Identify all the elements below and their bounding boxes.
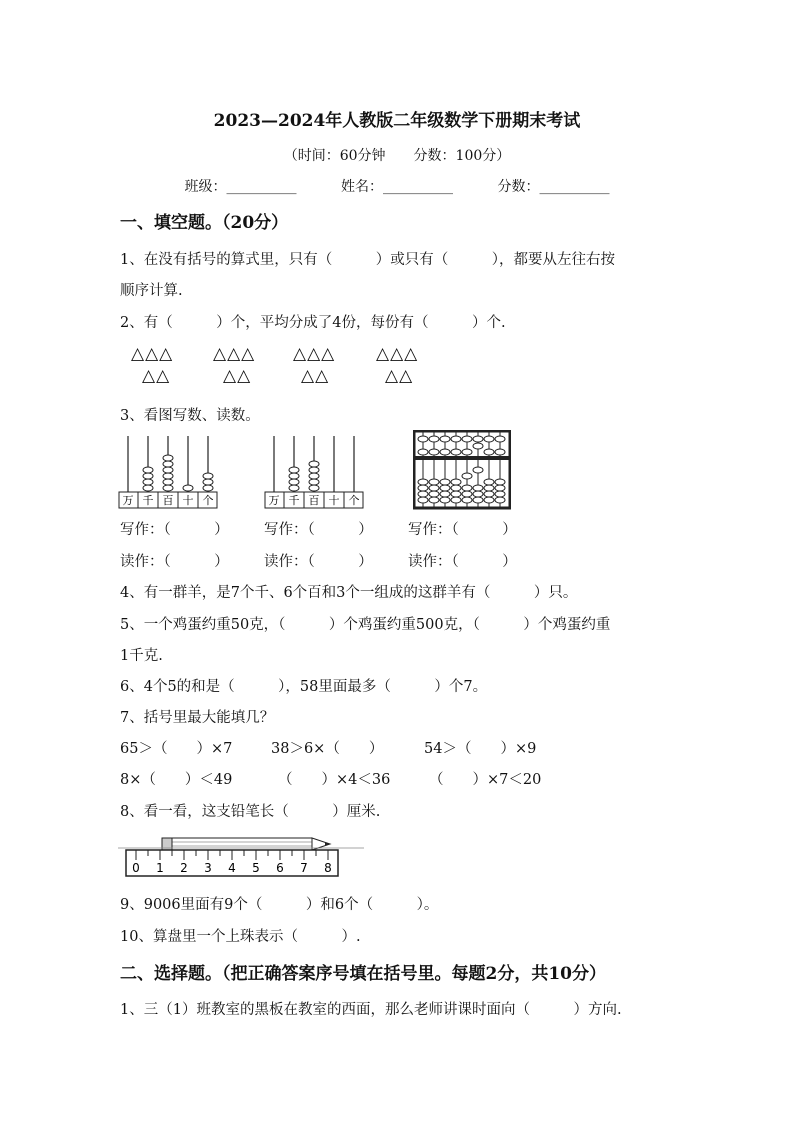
ruler-tick-7: 7 xyxy=(300,861,308,875)
write-answer-3: 写作：（ ） xyxy=(408,522,517,538)
question-10: 10、算盘里一个上珠表示（ ）. xyxy=(120,929,361,945)
class-field: 班级：__________ xyxy=(184,179,297,195)
question-8: 8、看一看，这支铅笔长（ ）厘米. xyxy=(120,804,381,820)
ruler-tick-1: 1 xyxy=(156,861,164,875)
q7-row2-item1: 8×（ ）＜49 xyxy=(120,772,233,788)
abacus2-label-bai: 百 xyxy=(308,494,320,507)
name-field: 姓名：__________ xyxy=(341,179,453,195)
triangle-group-4-bottom: △△ xyxy=(385,366,414,386)
question-9: 9、9006里面有9个（ ）和6个（ ）。 xyxy=(120,897,439,913)
abacus1-label-qian: 千 xyxy=(142,494,154,507)
exam-subtitle: （时间：60分钟 分数：100分） xyxy=(283,148,511,164)
q7-row1-item2: 38＞6×（ ） xyxy=(271,741,384,757)
ruler-tick-2: 2 xyxy=(180,861,188,875)
score-field: 分数：__________ xyxy=(497,179,610,195)
read-answer-3: 读作：（ ） xyxy=(408,554,517,570)
q7-row1-item1: 65＞（ ）×7 xyxy=(120,741,233,757)
abacus2-label-qian: 千 xyxy=(288,494,300,507)
abacus1-label-shi: 十 xyxy=(182,494,194,507)
question-4: 4、有一群羊，是7个千、6个百和3个一组成的这群羊有（ ）只。 xyxy=(120,585,578,601)
triangle-group-4-top: △△△ xyxy=(376,344,419,364)
pencil-ruler-figure xyxy=(118,834,368,880)
question-1-line2: 顺序计算. xyxy=(120,283,183,299)
student-info-fields xyxy=(0,176,794,196)
page-title: 2023—2024年人教版二年级数学下册期末考试 xyxy=(213,111,581,131)
section-2-heading: 二、选择题。（把正确答案序号填在括号里。每题2分，共10分） xyxy=(120,964,606,984)
q7-row2-item3: （ ）×7＜20 xyxy=(429,772,542,788)
triangle-group-1-bottom: △△ xyxy=(142,366,171,386)
abacus2-label-shi: 十 xyxy=(328,494,340,507)
abacus1-label-ge: 个 xyxy=(202,494,214,507)
suanpan-abacus xyxy=(413,430,511,510)
triangle-group-2-top: △△△ xyxy=(213,344,256,364)
question-5-line1: 5、一个鸡蛋约重50克，（ ）个鸡蛋约重500克，（ ）个鸡蛋约重 xyxy=(120,617,611,633)
q7-row2-item2: （ ）×4＜36 xyxy=(278,772,391,788)
counting-frame-1 xyxy=(118,434,218,510)
section-2-question-1: 1、三（1）班教室的黑板在教室的西面，那么老师讲课时面向（ ）方向. xyxy=(120,1002,622,1018)
read-answer-1: 读作：（ ） xyxy=(120,554,229,570)
triangle-group-3-top: △△△ xyxy=(293,344,336,364)
question-5-line2: 1千克. xyxy=(120,648,163,664)
ruler-tick-3: 3 xyxy=(204,861,212,875)
question-2: 2、有（ ）个，平均分成了4份，每份有（ ）个. xyxy=(120,315,506,331)
abacus2-label-wan: 万 xyxy=(268,494,280,507)
section-1-heading: 一、填空题。（20分） xyxy=(120,213,289,233)
ruler-tick-0: 0 xyxy=(132,861,140,875)
triangle-group-2-bottom: △△ xyxy=(223,366,252,386)
read-answer-2: 读作：（ ） xyxy=(264,554,373,570)
ruler-tick-5: 5 xyxy=(252,861,260,875)
triangle-group-3-bottom: △△ xyxy=(301,366,330,386)
abacus1-label-wan: 万 xyxy=(122,494,134,507)
counting-frame-2 xyxy=(264,434,364,510)
write-answer-2: 写作：（ ） xyxy=(264,522,373,538)
ruler-tick-4: 4 xyxy=(228,861,236,875)
question-3: 3、看图写数、读数。 xyxy=(120,408,260,424)
q7-row1-item3: 54＞（ ）×9 xyxy=(424,741,537,757)
abacus1-label-bai: 百 xyxy=(162,494,174,507)
question-6: 6、4个5的和是（ ），58里面最多（ ）个7。 xyxy=(120,679,488,695)
ruler-tick-8: 8 xyxy=(324,861,332,875)
abacus2-label-ge: 个 xyxy=(348,494,360,507)
question-1-line1: 1、在没有括号的算式里，只有（ ）或只有（ ），都要从左往右按 xyxy=(120,252,615,268)
question-7: 7、括号里最大能填几？ xyxy=(120,710,275,726)
ruler-tick-6: 6 xyxy=(276,861,284,875)
write-answer-1: 写作：（ ） xyxy=(120,522,229,538)
triangle-group-1-top: △△△ xyxy=(131,344,174,364)
